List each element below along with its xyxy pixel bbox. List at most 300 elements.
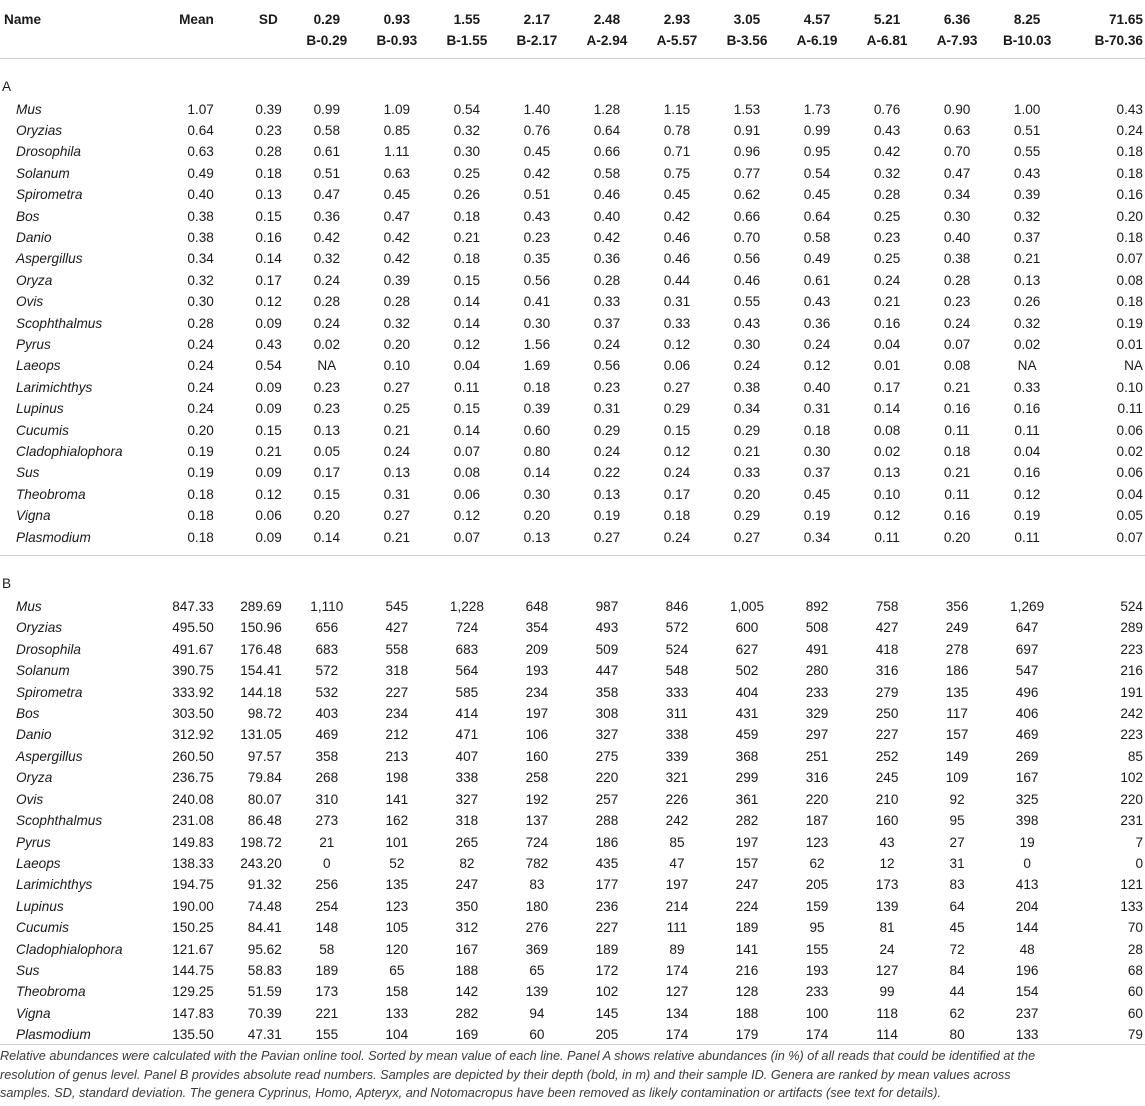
sd-cell: 150.96 [240, 620, 282, 636]
value-cell: 0.08 [943, 358, 971, 374]
value-cell: 1.28 [593, 101, 621, 117]
value-cell: 60 [529, 1027, 545, 1043]
value-cell: 173 [875, 877, 899, 893]
value-cell: 197 [665, 877, 689, 893]
sample-id: B-2.17 [516, 33, 558, 48]
genus-name-cell: Pyrus [16, 336, 51, 352]
value-cell: 0.27 [593, 529, 621, 545]
value-cell: 0.25 [453, 165, 481, 181]
table-row [0, 163, 1145, 184]
value-cell: 0.61 [313, 144, 341, 160]
value-cell: 0.42 [383, 229, 411, 245]
value-cell: 70 [1127, 920, 1143, 936]
value-cell: 0.12 [1013, 486, 1041, 502]
value-cell: 226 [665, 791, 689, 807]
value-cell: 0.32 [1013, 208, 1041, 224]
header-sample [642, 0, 712, 58]
value-cell: 167 [455, 941, 479, 957]
mean-cell: 0.24 [187, 401, 214, 417]
value-cell: 414 [455, 706, 479, 722]
value-cell: 1,269 [1010, 599, 1045, 615]
value-cell: 133 [385, 1005, 409, 1021]
genus-name-cell: Lupinus [16, 898, 64, 914]
value-cell: 0.62 [733, 187, 761, 203]
value-cell: 157 [945, 727, 969, 743]
genus-name-cell: Lupinus [16, 401, 64, 417]
value-cell: 250 [875, 706, 899, 722]
table-row [0, 639, 1145, 660]
sd-cell: 70.39 [247, 1005, 282, 1021]
panel-label: B [2, 576, 12, 592]
value-cell: 236 [595, 898, 619, 914]
table-row [0, 206, 1145, 227]
value-cell: 447 [595, 663, 619, 679]
table-row [0, 1003, 1145, 1024]
header-sample [502, 0, 572, 58]
value-cell: 338 [455, 770, 479, 786]
value-cell: 0.24 [943, 315, 971, 331]
value-cell: 358 [595, 684, 619, 700]
value-cell: 0.28 [313, 294, 341, 310]
value-cell: 0.05 [313, 444, 341, 459]
table-row [0, 99, 1145, 120]
header-sample [292, 0, 362, 58]
value-cell: 0.08 [1116, 272, 1143, 288]
value-cell: 186 [945, 663, 969, 679]
genus-name-cell: Plasmodium [16, 529, 91, 545]
value-cell: 227 [875, 727, 899, 743]
value-cell: 0.19 [803, 508, 831, 524]
value-cell: 0.46 [663, 229, 691, 245]
value-cell: 148 [315, 920, 339, 936]
value-cell: 160 [525, 748, 549, 764]
value-cell: 0.64 [803, 208, 831, 224]
value-cell: 316 [875, 663, 899, 679]
value-cell: 0.43 [523, 208, 551, 224]
value-cell: 1.53 [733, 101, 761, 117]
sd-cell: 74.48 [247, 898, 282, 914]
value-cell: 1,228 [449, 599, 484, 615]
header-sample [922, 0, 992, 58]
value-cell: 0.32 [383, 315, 411, 331]
sd-cell: 0.39 [255, 101, 282, 117]
value-cell: 0.21 [1013, 251, 1041, 267]
value-cell: 0.18 [943, 444, 971, 459]
value-cell: 12 [879, 855, 895, 871]
table-body [0, 58, 1145, 1046]
value-cell: 0.20 [943, 529, 971, 545]
value-cell: 0.77 [733, 165, 761, 181]
value-cell: 0.37 [1013, 229, 1041, 245]
value-cell: 491 [805, 641, 829, 657]
value-cell: 0.23 [523, 229, 551, 245]
table-row [0, 724, 1145, 745]
value-cell: 214 [665, 898, 689, 914]
value-cell: 493 [595, 620, 619, 636]
mean-cell: 0.24 [187, 336, 214, 352]
value-cell: 102 [1120, 770, 1143, 786]
sd-cell: 0.06 [255, 508, 282, 524]
mean-cell: 0.49 [187, 165, 214, 181]
value-cell: 205 [805, 877, 829, 893]
value-cell: 220 [805, 791, 829, 807]
value-cell: 0.47 [943, 165, 971, 181]
value-cell: 0.07 [453, 529, 481, 545]
value-cell: 47 [669, 855, 685, 871]
value-cell: 0.16 [1116, 187, 1143, 203]
value-cell: 724 [455, 620, 479, 636]
mean-cell: 0.28 [187, 315, 214, 331]
sample-id: A-5.57 [656, 33, 698, 48]
mean-cell: 0.30 [187, 294, 214, 310]
value-cell: 149 [945, 748, 969, 764]
value-cell: 0.37 [593, 315, 621, 331]
value-cell: 585 [455, 684, 479, 700]
value-cell: 338 [665, 727, 689, 743]
value-cell: 0.51 [1013, 122, 1041, 138]
value-cell: 0.99 [313, 101, 341, 117]
sd-cell: 51.59 [247, 984, 282, 1000]
value-cell: 0.76 [523, 122, 551, 138]
mean-cell: 190.00 [172, 898, 214, 914]
mean-cell: 1.07 [187, 101, 214, 117]
value-cell: 0.51 [313, 165, 341, 181]
value-cell: 0.34 [733, 401, 761, 417]
value-cell: 0.16 [1013, 401, 1041, 417]
value-cell: 233 [805, 984, 829, 1000]
value-cell: 0.21 [873, 294, 901, 310]
value-cell: 327 [455, 791, 479, 807]
value-cell: 133 [1015, 1027, 1039, 1043]
value-cell: 0.12 [453, 508, 481, 524]
sample-depth: 4.57 [803, 12, 831, 27]
value-cell: 0.61 [803, 272, 831, 288]
value-cell: 310 [315, 791, 339, 807]
value-cell: 0.16 [1013, 465, 1041, 481]
header-sample [992, 0, 1062, 58]
value-cell: 1,005 [729, 599, 765, 615]
value-cell: 0.31 [663, 294, 691, 310]
panel-divider [0, 548, 1145, 556]
value-cell: 0.02 [873, 444, 901, 459]
table-row [0, 810, 1145, 831]
value-cell: 318 [385, 663, 409, 679]
value-cell: 220 [595, 770, 619, 786]
mean-cell: 0.38 [187, 208, 214, 224]
genus-name-cell: Larimichthys [16, 877, 93, 893]
table-row [0, 377, 1145, 398]
value-cell: 0.60 [523, 422, 551, 438]
value-cell: 1.09 [383, 101, 411, 117]
value-cell: 83 [949, 877, 965, 893]
footnote-line: Relative abundances were calculated with the Pavian online tool. Sorted by mean value of each line. Panel A shows relative abundances (in %) of all reads that could be identified at the [0, 1049, 1036, 1063]
mean-cell: 135.50 [172, 1027, 214, 1043]
value-cell: 84 [949, 962, 965, 978]
value-cell: 0.47 [313, 187, 341, 203]
value-cell: 427 [875, 620, 899, 636]
value-cell: 0.30 [523, 315, 551, 331]
value-cell: 782 [525, 855, 549, 871]
value-cell: 0.36 [593, 251, 621, 267]
value-cell: 0.27 [383, 508, 411, 524]
value-cell: 0.76 [873, 101, 901, 117]
table-row [0, 1024, 1145, 1045]
value-cell: 0.24 [1116, 122, 1143, 138]
value-cell: 1.69 [523, 358, 551, 374]
sample-depth: 0.29 [313, 12, 341, 27]
value-cell: 268 [315, 770, 339, 786]
sample-id: B-0.29 [306, 33, 348, 48]
mean-cell: 0.19 [187, 444, 214, 459]
sd-cell: 176.48 [240, 641, 282, 657]
mean-cell: 144.75 [172, 962, 214, 978]
value-cell: 683 [315, 641, 339, 657]
mean-cell: 0.32 [187, 272, 214, 288]
value-cell: NA [1017, 358, 1037, 374]
table-row [0, 398, 1145, 419]
value-cell: 1.11 [384, 144, 410, 160]
sd-cell: 0.15 [255, 422, 282, 438]
value-cell: 145 [595, 1005, 619, 1021]
sd-cell: 0.09 [255, 529, 282, 545]
value-cell: 269 [1015, 748, 1039, 764]
value-cell: 0.14 [523, 465, 551, 481]
sd-cell: 131.05 [240, 727, 282, 743]
value-cell: 31 [949, 855, 965, 871]
value-cell: 52 [389, 855, 405, 871]
table-row [0, 355, 1145, 376]
value-cell: 44 [949, 984, 965, 1000]
value-cell: 85 [1127, 748, 1143, 764]
value-cell: 0.31 [803, 401, 831, 417]
value-cell: 94 [529, 1005, 545, 1021]
value-cell: 0.11 [1117, 401, 1143, 417]
value-cell: 186 [595, 834, 619, 850]
mean-cell: 0.24 [187, 358, 214, 374]
value-cell: 117 [946, 706, 968, 722]
genus-name-cell: Bos [16, 208, 40, 224]
header-sample [1062, 0, 1145, 58]
value-cell: 0.07 [1116, 251, 1143, 267]
value-cell: 258 [525, 770, 549, 786]
genus-name-cell: Aspergillus [16, 748, 83, 764]
mean-cell: 0.63 [187, 144, 214, 160]
mean-cell: 121.67 [172, 941, 214, 957]
value-cell: 80 [949, 1027, 965, 1043]
sd-cell: 154.41 [240, 663, 282, 679]
value-cell: 212 [385, 727, 409, 743]
sd-cell: 0.09 [255, 315, 282, 331]
value-cell: 406 [1015, 706, 1039, 722]
value-cell: 0.14 [453, 315, 481, 331]
value-cell: 892 [805, 599, 829, 615]
value-cell: 0.38 [943, 251, 971, 267]
mean-cell: 240.08 [172, 791, 214, 807]
value-cell: 0.14 [453, 422, 481, 438]
value-cell: 0.18 [453, 208, 481, 224]
genus-name-cell: Cucumis [16, 422, 69, 438]
value-cell: 329 [805, 706, 829, 722]
value-cell: 1.73 [803, 101, 831, 117]
value-cell: 0.23 [873, 229, 901, 245]
mean-cell: 231.08 [172, 813, 214, 829]
sd-cell: 58.83 [247, 962, 282, 978]
value-cell: 92 [949, 791, 965, 807]
value-cell: 0.58 [313, 122, 341, 138]
value-cell: 333 [665, 684, 689, 700]
mean-cell: 0.18 [187, 508, 214, 524]
genus-name-cell: Pyrus [16, 834, 51, 850]
mean-cell: 194.75 [172, 877, 214, 893]
value-cell: 0.29 [733, 508, 761, 524]
value-cell: 0.24 [313, 315, 341, 331]
sd-cell: 95.62 [247, 941, 282, 957]
value-cell: 0 [323, 855, 331, 871]
table-row [0, 874, 1145, 895]
mean-cell: 390.75 [172, 663, 214, 679]
mean-cell: 260.50 [172, 748, 214, 764]
value-cell: 275 [595, 748, 619, 764]
value-cell: 0.91 [733, 122, 761, 138]
value-cell: NA [317, 358, 337, 374]
value-cell: 188 [735, 1005, 759, 1021]
value-cell: 68 [1127, 962, 1143, 978]
value-cell: 0.08 [873, 422, 901, 438]
value-cell: 127 [875, 962, 899, 978]
genus-name-cell: Bos [16, 706, 40, 722]
value-cell: 81 [879, 920, 895, 936]
value-cell: 193 [805, 962, 829, 978]
value-cell: 0.30 [733, 336, 761, 352]
value-cell: 0.43 [1116, 101, 1143, 117]
value-cell: 0.43 [733, 315, 761, 331]
sample-depth: 71.65 [1108, 12, 1143, 27]
value-cell: 85 [669, 834, 685, 850]
sample-id: B-1.55 [446, 33, 488, 48]
value-cell: 139 [525, 984, 549, 1000]
value-cell: 0.66 [733, 208, 761, 224]
value-cell: 0.21 [383, 529, 411, 545]
value-cell: 0.30 [943, 208, 971, 224]
sample-id: A-7.93 [936, 33, 978, 48]
value-cell: 0.99 [803, 122, 831, 138]
sd-cell: 0.28 [255, 144, 282, 160]
sample-depth: 6.36 [943, 12, 971, 27]
genus-name-cell: Plasmodium [16, 1027, 91, 1043]
header-row [0, 0, 1145, 58]
value-cell: 1,110 [310, 599, 344, 615]
value-cell: 0.11 [944, 486, 970, 502]
sd-cell: 79.84 [247, 770, 282, 786]
value-cell: 100 [805, 1005, 829, 1021]
value-cell: 0.17 [873, 379, 901, 395]
value-cell: 308 [595, 706, 619, 722]
sd-cell: 0.15 [255, 208, 282, 224]
value-cell: 256 [315, 877, 339, 893]
sd-cell: 0.43 [255, 336, 282, 352]
value-cell: 0.22 [593, 465, 621, 481]
value-cell: 162 [385, 813, 409, 829]
value-cell: 109 [945, 770, 969, 786]
genus-name-cell: Larimichthys [16, 379, 93, 395]
sample-id: B-70.36 [1094, 33, 1143, 48]
value-cell: 469 [1015, 727, 1039, 743]
value-cell: 0.28 [943, 272, 971, 288]
sample-depth: 5.21 [873, 12, 901, 27]
value-cell: 0.95 [803, 144, 831, 160]
sample-depth: 0.93 [383, 12, 411, 27]
genus-name-cell: Ovis [16, 294, 44, 310]
value-cell: 95 [949, 813, 965, 829]
value-cell: 0.24 [873, 272, 901, 288]
value-cell: 189 [595, 941, 619, 957]
sd-cell: 198.72 [240, 834, 282, 850]
value-cell: 24 [879, 941, 895, 957]
value-cell: 21 [319, 834, 335, 850]
value-cell: 0.45 [663, 187, 691, 203]
sd-cell: 91.32 [247, 877, 282, 893]
value-cell: 144 [1015, 920, 1039, 936]
value-cell: 216 [1120, 663, 1143, 679]
table-row [0, 896, 1145, 917]
value-cell: 0 [1023, 855, 1031, 871]
value-cell: 0.17 [313, 465, 341, 481]
value-cell: 0.38 [733, 379, 761, 395]
value-cell: 0.42 [593, 229, 621, 245]
value-cell: 99 [879, 984, 895, 1000]
value-cell: 0.15 [663, 422, 691, 438]
table-row [0, 141, 1145, 162]
genus-name-cell: Cladophialophora [16, 941, 123, 957]
footnote-line: resolution of genus level. Panel B provides absolute read numbers. Samples are depicted by their depth (bold, in m) and their sample ID. Genera are ranked by mean values across [0, 1067, 1011, 1082]
value-cell: 0.34 [803, 529, 831, 545]
value-cell: 369 [525, 941, 549, 957]
value-cell: 0.01 [1116, 336, 1143, 352]
genus-name-cell: Mus [16, 101, 42, 117]
value-cell: 0.36 [313, 208, 341, 224]
value-cell: 134 [665, 1005, 689, 1021]
mean-cell: 129.25 [172, 984, 214, 1000]
value-cell: 245 [875, 770, 899, 786]
value-cell: 95 [809, 920, 825, 936]
value-cell: 252 [875, 748, 899, 764]
sample-depth: 2.17 [523, 12, 551, 27]
genus-name-cell: Ovis [16, 791, 44, 807]
value-cell: 0.21 [943, 379, 971, 395]
header-name: Name [0, 0, 159, 58]
mean-cell: 149.83 [172, 834, 214, 850]
sample-id: A-6.81 [866, 33, 908, 48]
value-cell: 189 [735, 920, 759, 936]
value-cell: 197 [525, 706, 549, 722]
value-cell: 0.11 [874, 529, 900, 545]
value-cell: 0.66 [593, 144, 621, 160]
value-cell: 135 [945, 684, 969, 700]
value-cell: 0.55 [1013, 144, 1041, 160]
header-sample [852, 0, 922, 58]
panel-label-row [0, 556, 1145, 597]
genus-name-cell: Drosophila [16, 641, 81, 657]
value-cell: 0.33 [1013, 379, 1041, 395]
value-cell: 0.06 [453, 486, 481, 502]
value-cell: 0.24 [663, 465, 691, 481]
value-cell: 0.18 [1116, 165, 1143, 181]
header-sample [362, 0, 432, 58]
value-cell: 0.02 [1013, 336, 1041, 352]
value-cell: 0.23 [943, 294, 971, 310]
table-row [0, 420, 1145, 441]
table-row [0, 505, 1145, 526]
